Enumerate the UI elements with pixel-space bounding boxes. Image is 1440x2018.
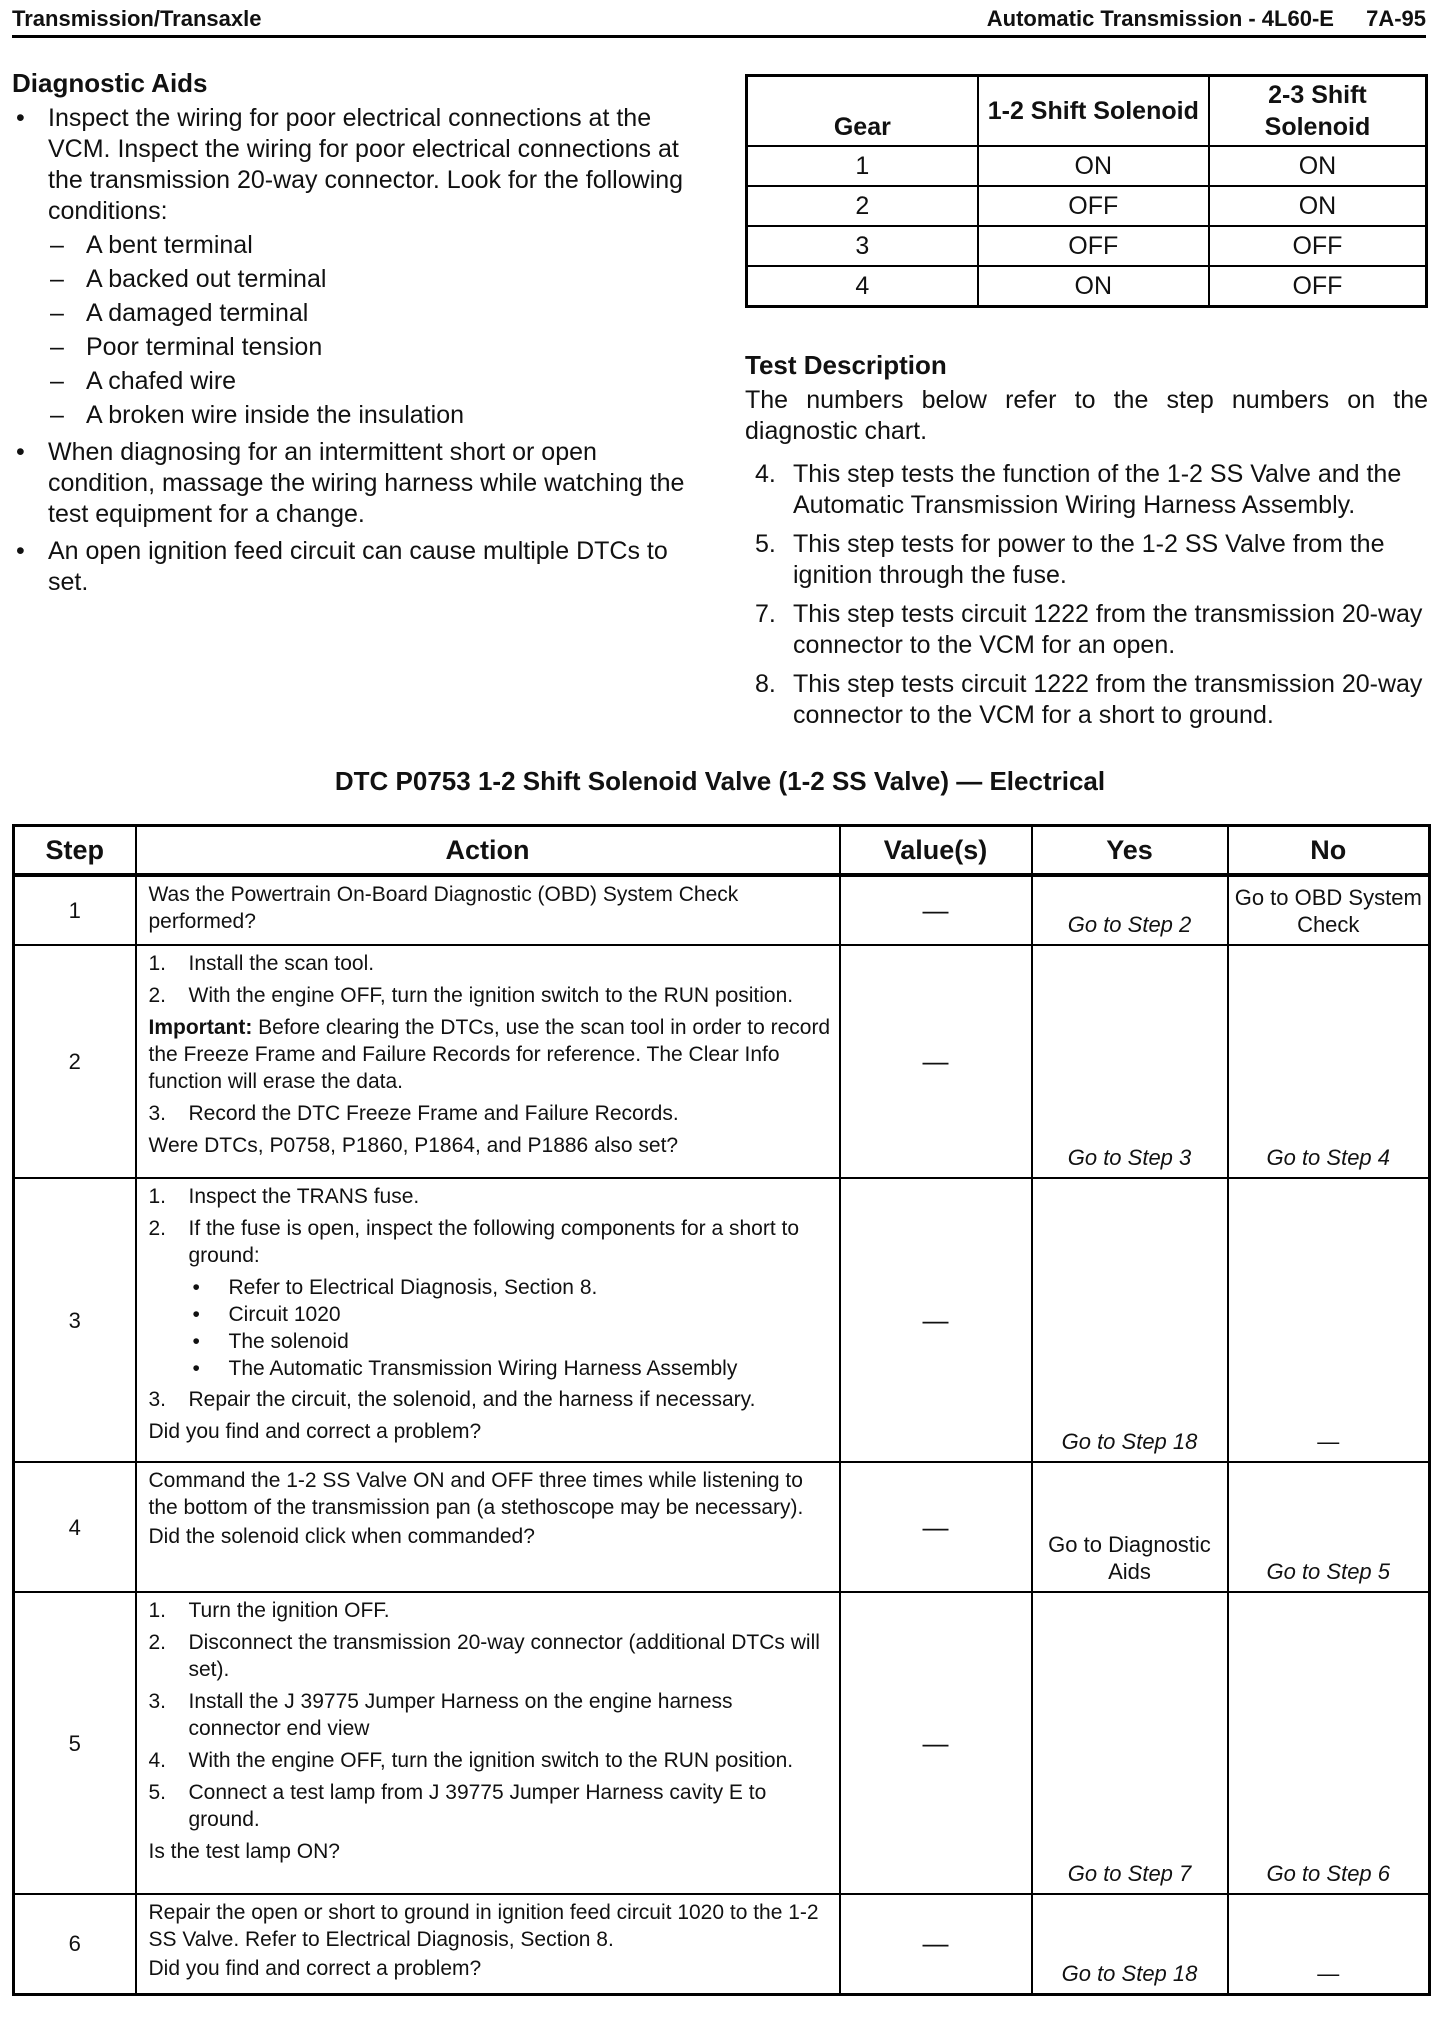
question-text: Was the Powertrain On-Board Diagnostic (OBD) System Check performed?: [148, 883, 739, 933]
step-number: 2: [14, 945, 136, 1178]
yes-cell: Go to Step 3: [1032, 945, 1228, 1178]
question-text: Did you find and correct a problem?: [148, 1957, 482, 1980]
condition-item: – A backed out terminal: [48, 264, 692, 295]
table-row: [14, 1592, 1430, 1894]
step-text: This step tests for power to the 1-2 SS Valve from the ignition through the fuse.: [793, 530, 1385, 589]
gear-cell: 1: [747, 146, 978, 186]
yes-cell: Go to Step 2: [1032, 875, 1228, 945]
action-step-text: Connect a test lamp from J 39775 Jumper Harness cavity E to ground.: [188, 1781, 767, 1831]
important-text: Before clearing the DTCs, use the scan tool in order to record the Freeze Frame and Failure Records for reference. The Clear Info function will erase the data.: [148, 1016, 831, 1093]
condition-item: – A broken wire inside the insulation: [48, 400, 692, 431]
no-cell: Go to OBD System Check: [1228, 875, 1430, 945]
action-step-text: If the fuse is open, inspect the following components for a short to ground:: [188, 1217, 800, 1267]
list-item: [745, 459, 1428, 521]
no-cell: —: [1228, 1894, 1430, 1994]
no-cell: Go to Step 5: [1228, 1462, 1430, 1592]
question-text: Is the test lamp ON?: [148, 1840, 340, 1863]
test-description-list: [745, 459, 1428, 731]
value-cell: —: [840, 945, 1032, 1178]
question-text: Did you find and correct a problem?: [148, 1420, 482, 1443]
table-row: [14, 1178, 1430, 1462]
step-number: 1: [14, 875, 136, 945]
gear-table-header-row: [747, 76, 1427, 147]
value-cell: —: [840, 1462, 1032, 1592]
dtc-header-row: [14, 826, 1430, 876]
component-item: • The solenoid: [149, 1328, 831, 1355]
solenoid-state-cell: OFF: [978, 226, 1209, 266]
section-label: Transmission/Transaxle: [12, 6, 262, 31]
aid-text: Inspect the wiring for poor electrical connections at the VCM. Inspect the wiring for poor electrical connections at the transmission 20-way connector. Look for the following conditions:: [48, 104, 684, 225]
table-row: [14, 875, 1430, 945]
action-step-text: Disconnect the transmission 20-way connector (additional DTCs will set).: [188, 1631, 820, 1681]
action-step: 3. Install the J 39775 Jumper Harness on the engine harness connector end view: [149, 1688, 831, 1742]
gear-cell: 4: [747, 266, 978, 307]
action-step-text: With the engine OFF, turn the ignition switch to the RUN position.: [188, 1749, 794, 1772]
test-description-heading: Test Description: [745, 350, 947, 380]
no-cell: Go to Step 6: [1228, 1592, 1430, 1894]
question-text: Did the solenoid click when commanded?: [148, 1525, 535, 1548]
step-number: 7.: [755, 600, 776, 628]
condition-item: – Poor terminal tension: [48, 332, 692, 363]
yes-cell: Go to Diagnostic Aids: [1032, 1462, 1228, 1592]
gear-solenoid-table: [745, 74, 1428, 308]
yes-header: Yes: [1032, 826, 1228, 876]
action-step-text: With the engine OFF, turn the ignition switch to the RUN position.: [188, 984, 794, 1007]
solenoid-state-cell: ON: [1209, 146, 1427, 186]
aid-item: • When diagnosing for an intermittent short or open condition, massage the wiring harness while watching the test equipment for a change.: [12, 437, 692, 530]
page-number: 7A-95: [1366, 6, 1426, 31]
action-step-text: Record the DTC Freeze Frame and Failure Records.: [188, 1102, 679, 1125]
value-cell: —: [840, 875, 1032, 945]
condition-item: – A bent terminal: [48, 230, 692, 261]
gear-cell: 2: [747, 186, 978, 226]
action-text: Command the 1-2 SS Valve ON and OFF three times while listening to the bottom of the transmission pan (a stethoscope may be necessary).: [148, 1469, 804, 1519]
shift-solenoid-1-2-header: 1-2 Shift Solenoid: [978, 76, 1209, 147]
solenoid-state-cell: OFF: [978, 186, 1209, 226]
no-cell: —: [1228, 1178, 1430, 1462]
action-cell: [136, 945, 840, 1178]
action-step-text: Install the scan tool.: [188, 952, 375, 975]
diagnostic-aids-list: [12, 103, 692, 598]
action-cell: [136, 1178, 840, 1462]
step-number: 6: [14, 1894, 136, 1994]
table-row: [14, 1894, 1430, 1994]
action-cell: [136, 1592, 840, 1894]
table-row: [14, 945, 1430, 1178]
action-step: 1. Inspect the TRANS fuse.: [148, 1185, 420, 1208]
solenoid-state-cell: ON: [978, 266, 1209, 307]
condition-item: – A chafed wire: [48, 366, 692, 397]
page-header: [12, 4, 1426, 38]
table-row: [747, 226, 1427, 266]
gear-header: Gear: [747, 76, 978, 147]
action-step: 2. If the fuse is open, inspect the following components for a short to ground:: [149, 1215, 831, 1269]
right-column: [745, 74, 1428, 739]
step-number: 4: [14, 1462, 136, 1592]
important-label: Important:: [148, 1016, 253, 1039]
no-cell: Go to Step 4: [1228, 945, 1430, 1178]
solenoid-state-cell: ON: [1209, 186, 1427, 226]
value-cell: —: [840, 1592, 1032, 1894]
step-number: 5: [14, 1592, 136, 1894]
solenoid-state-cell: OFF: [1209, 266, 1427, 307]
table-row: [747, 266, 1427, 307]
step-number: 3: [14, 1178, 136, 1462]
action-step-text: Inspect the TRANS fuse.: [188, 1185, 420, 1208]
step-text: This step tests circuit 1222 from the transmission 20-way connector to the VCM for an open.: [793, 600, 1423, 659]
action-step: 2. Disconnect the transmission 20-way connector (additional DTCs will set).: [149, 1629, 831, 1683]
component-item: • The Automatic Transmission Wiring Harness Assembly: [149, 1355, 831, 1382]
header-right: [987, 6, 1426, 32]
shift-solenoid-2-3-header: 2-3 Shift Solenoid: [1209, 76, 1427, 147]
table-row: [747, 146, 1427, 186]
condition-list: [48, 230, 692, 431]
step-header: Step: [14, 826, 136, 876]
component-item: • Circuit 1020: [149, 1301, 831, 1328]
diagnostic-aids-section: [12, 68, 692, 604]
value-cell: —: [840, 1894, 1032, 1994]
action-step: 3. Repair the circuit, the solenoid, and the harness if necessary.: [148, 1388, 756, 1411]
yes-cell: Go to Step 7: [1032, 1592, 1228, 1894]
yes-cell: Go to Step 18: [1032, 1894, 1228, 1994]
list-item: [745, 669, 1428, 731]
test-description-section: [745, 350, 1428, 731]
solenoid-state-cell: OFF: [1209, 226, 1427, 266]
action-header: Action: [136, 826, 840, 876]
action-step: 3. Record the DTC Freeze Frame and Failure Records.: [148, 1102, 679, 1125]
question-text: Were DTCs, P0758, P1860, P1864, and P1886 also set?: [148, 1134, 679, 1157]
action-step: 4. With the engine OFF, turn the ignition switch to the RUN position.: [148, 1749, 794, 1772]
action-step: 1. Install the scan tool.: [148, 952, 375, 975]
yes-cell: Go to Step 18: [1032, 1178, 1228, 1462]
condition-item: – A damaged terminal: [48, 298, 692, 329]
solenoid-state-cell: ON: [978, 146, 1209, 186]
action-step-text: Turn the ignition OFF.: [188, 1599, 390, 1622]
values-header: Value(s): [840, 826, 1032, 876]
action-step: 2. With the engine OFF, turn the ignition switch to the RUN position.: [148, 984, 794, 1007]
table-row: [747, 186, 1427, 226]
action-step: 1. Turn the ignition OFF.: [148, 1599, 390, 1622]
action-text: Repair the open or short to ground in ignition feed circuit 1020 to the 1-2 SS Valve. Refer to Electrical Diagnosis, Section 8.: [148, 1901, 819, 1951]
gear-cell: 3: [747, 226, 978, 266]
action-cell: [136, 875, 840, 945]
action-cell: [136, 1462, 840, 1592]
test-description-intro: The numbers below refer to the step numbers on the diagnostic chart.: [745, 386, 1428, 445]
table-row: [14, 1462, 1430, 1592]
value-cell: —: [840, 1178, 1032, 1462]
dtc-diagnostic-table: [12, 824, 1431, 1996]
step-text: This step tests the function of the 1-2 SS Valve and the Automatic Transmission Wiring Harness Assembly.: [793, 460, 1402, 519]
action-step-text: Repair the circuit, the solenoid, and the harness if necessary.: [188, 1388, 756, 1411]
list-item: [745, 529, 1428, 591]
no-header: No: [1228, 826, 1430, 876]
step-number: 8.: [755, 670, 776, 698]
aid-item: • An open ignition feed circuit can cause multiple DTCs to set.: [12, 536, 692, 598]
step-number: 4.: [755, 460, 776, 488]
dtc-chart-title: DTC P0753 1-2 Shift Solenoid Valve (1-2 SS Valve) — Electrical: [334, 766, 1106, 796]
step-number: 5.: [755, 530, 776, 558]
aid-item: [12, 103, 692, 431]
component-item: • Refer to Electrical Diagnosis, Section 8.: [149, 1274, 831, 1301]
action-step-text: Install the J 39775 Jumper Harness on the engine harness connector end view: [188, 1690, 733, 1740]
diagnostic-aids-heading: Diagnostic Aids: [12, 68, 208, 98]
action-step: 5. Connect a test lamp from J 39775 Jumper Harness cavity E to ground.: [149, 1779, 831, 1833]
step-text: This step tests circuit 1222 from the transmission 20-way connector to the VCM for a short to ground.: [793, 670, 1423, 729]
important-note: [149, 1014, 831, 1095]
action-cell: [136, 1894, 840, 1994]
chapter-title: Automatic Transmission - 4L60-E: [986, 6, 1334, 31]
list-item: [745, 599, 1428, 661]
